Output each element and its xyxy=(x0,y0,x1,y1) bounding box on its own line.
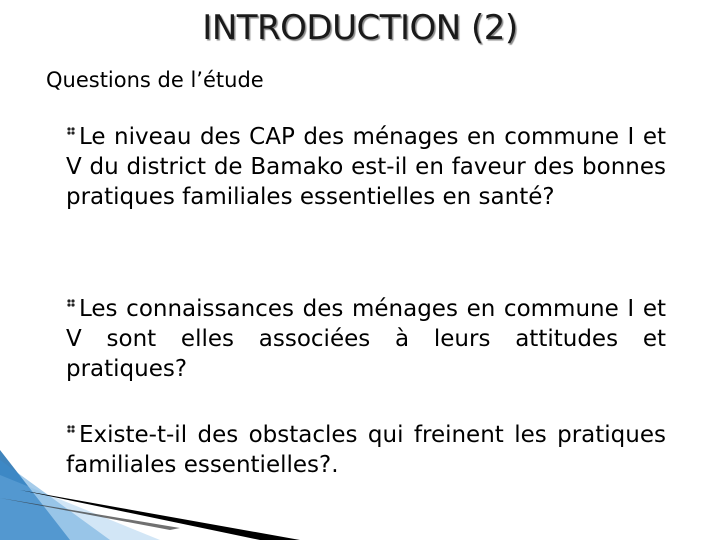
ornament-bullet-icon xyxy=(66,126,76,136)
bullet-item xyxy=(66,420,666,480)
section-heading: Questions de l’étude xyxy=(46,68,264,92)
ornament-bullet-icon xyxy=(66,298,76,308)
bullet-text: Existe-t-il des obstacles qui freinent les pratiques familiales essentielles?. xyxy=(66,422,666,478)
ornament-bullet-icon xyxy=(66,424,76,434)
slide-title: INTRODUCTION (2) xyxy=(202,8,518,48)
bullet-item xyxy=(66,294,666,384)
bullet-text: Le niveau des CAP des ménages en commune I et V du district de Bamako est-il en faveur des bonnes pratiques familiales essentielles en santé? xyxy=(66,124,666,210)
bullet-item xyxy=(66,122,666,212)
bullet-text: Les connaissances des ménages en commune I et V sont elles associées à leurs attitudes et pratiques? xyxy=(66,296,666,382)
